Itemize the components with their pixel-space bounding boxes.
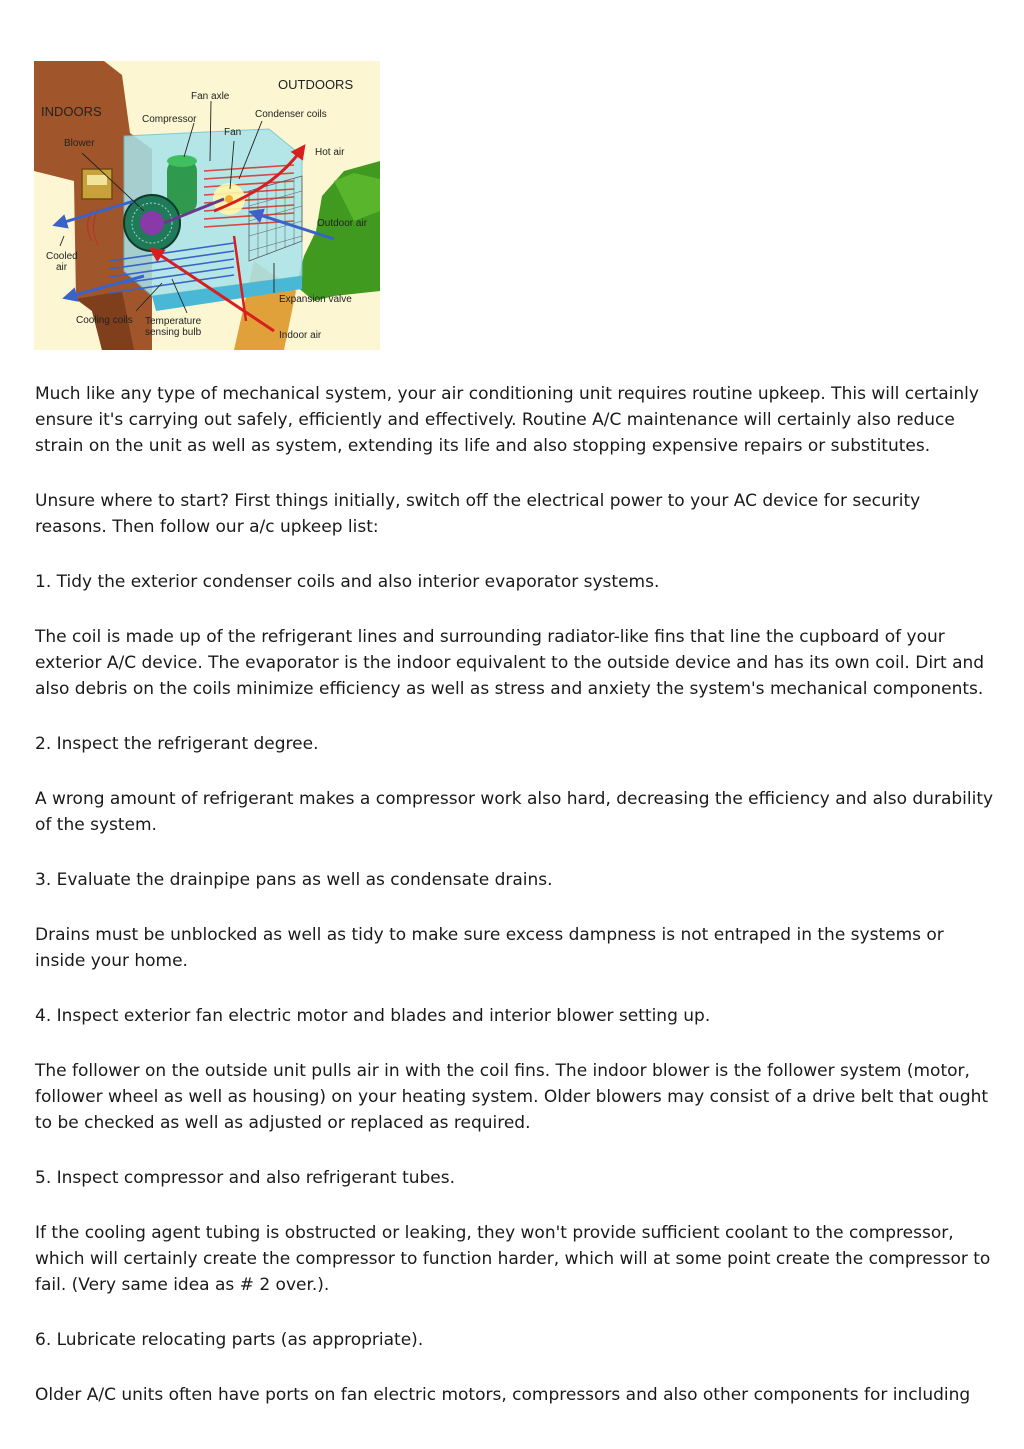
label-compressor: Compressor: [142, 114, 197, 125]
label-temp-bulb-1: Temperature: [145, 316, 202, 327]
step-1-heading: 1. Tidy the exterior condenser coils and also interior evaporator systems.: [35, 572, 660, 592]
label-fan-axle: Fan axle: [191, 91, 230, 102]
label-cooled-air-2: air: [56, 262, 68, 273]
label-blower: Blower: [64, 138, 95, 149]
label-temp-bulb-2: sensing bulb: [145, 327, 202, 338]
ac-diagram-svg: [34, 61, 380, 350]
label-fan: Fan: [224, 127, 242, 138]
paragraph-start: Unsure where to start? First things initially, switch off the electrical power to your AC device for security reasons. Then follow our a/c upkeep list:: [35, 491, 921, 537]
label-outdoor-air: Outdoor air: [317, 218, 368, 229]
step-3-heading: 3. Evaluate the drainpipe pans as well as condensate drains.: [35, 870, 553, 890]
step-6-heading: 6. Lubricate relocating parts (as appropriate).: [35, 1330, 424, 1350]
step-6-text: Older A/C units often have ports on fan electric motors, compressors and also other components for including: [35, 1385, 971, 1405]
step-2-heading: 2. Inspect the refrigerant degree.: [35, 734, 319, 754]
step-5-heading: 5. Inspect compressor and also refrigerant tubes.: [35, 1168, 456, 1188]
step-1-text: The coil is made up of the refrigerant lines and surrounding radiator-like fins that line the cupboard of your exterior A/C device. The evaporator is the indoor equivalent to the outside device and has its own coil. Dirt and also debris on the coils minimize efficiency as well as stress and anxiety the system's mechanical components.: [35, 627, 985, 699]
label-cooling-coils: Cooling coils: [76, 315, 133, 326]
label-expansion-valve: Expansion valve: [279, 294, 352, 305]
step-4-heading: 4. Inspect exterior fan electric motor and blades and interior blower setting up.: [35, 1006, 711, 1026]
article-body: [35, 381, 995, 1437]
label-outdoors: OUTDOORS: [278, 77, 354, 92]
step-2-text: A wrong amount of refrigerant makes a compressor work also hard, decreasing the efficiency and also durability of the system.: [35, 789, 994, 835]
step-4-text: The follower on the outside unit pulls air in with the coil fins. The indoor blower is the follower system (motor, follower wheel as well as housing) on your heating system. Older blowers may consist of a drive belt that ought to be checked as well as adjusted or replaced as required.: [35, 1061, 989, 1133]
label-hot-air: Hot air: [315, 147, 345, 158]
label-condenser-coils: Condenser coils: [255, 109, 327, 120]
step-5-text: If the cooling agent tubing is obstructed or leaking, they won't provide sufficient coolant to the compressor, which will certainly create the compressor to function harder, which will at some point create the compressor to fail. (Very same idea as # 2 over.).: [35, 1223, 991, 1295]
label-cooled-air-1: Cooled: [46, 251, 78, 262]
step-3-text: Drains must be unblocked as well as tidy to make sure excess dampness is not entraped in the systems or inside your home.: [35, 925, 944, 971]
paragraph-intro: Much like any type of mechanical system, your air conditioning unit requires routine upkeep. This will certainly ensure it's carrying out safely, efficiently and effectively. Routine A/C maintenance will certainly also reduce strain on the unit as well as system, extending its life and also stopping expensive repairs or substitutes.: [35, 384, 979, 456]
ac-unit-diagram: [34, 61, 380, 350]
label-indoor-air: Indoor air: [279, 330, 322, 341]
label-indoors: INDOORS: [41, 104, 102, 119]
